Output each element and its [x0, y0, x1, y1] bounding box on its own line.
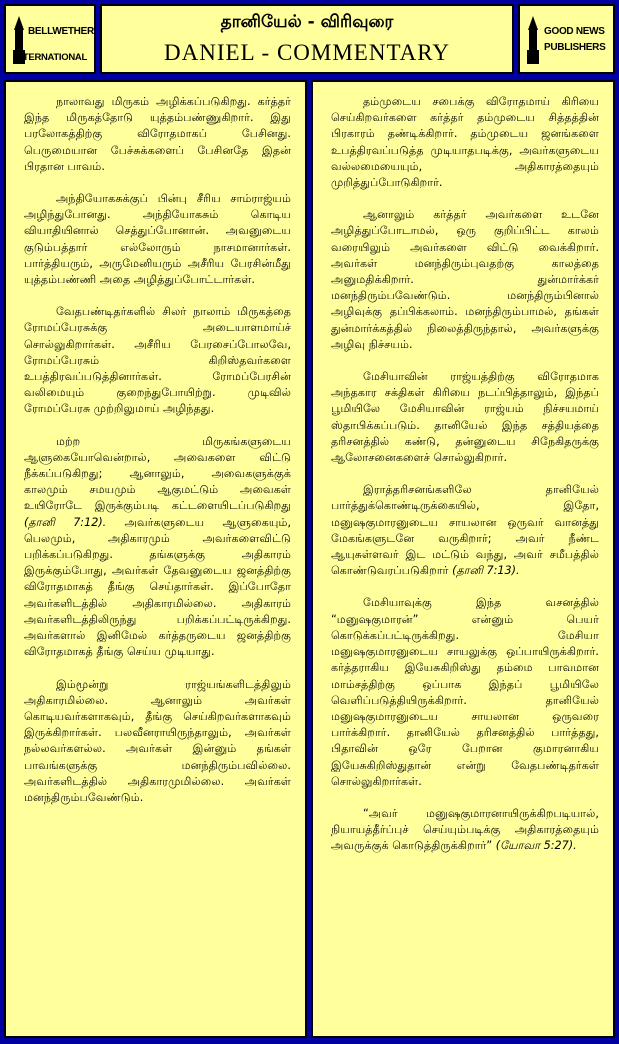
paragraph-text: அவர்களுடைய ஆளுகையும், பெலமும், அதிகாரமும் அவர்களைவிட்டு பறிக்கப்படுகிறது. தங்களுக்கு அதிகாரம் இருக்கும்போது, அவர்கள் தேவனுடைய ஜனத்திற்கு விரோதமாகத் தீங்கு செய்தார்கள். இப்போதோ அவர்களிடத்தில் அதிகாரமில்லை. அதிகாரம் அவர்களிடத்திலிருந்து பறிக்கப்பட்டிருக்கிறது. அவர்களால் இனிமேல் கர்த்தருடைய ஜனத்திற்கு விரோதமாகத் தீங்கு செய்ய முடியாது. [24, 515, 292, 659]
title-english: DANIEL - COMMENTARY [164, 40, 450, 65]
paragraph: நாலாவது மிருகம் அழிக்கப்படுகிறது. கர்த்தர் இந்த மிருகத்தோடு யுத்தம்பண்ணுகிறார். இது பரலோகத்திற்கு விரோதமாகப் பேசினது. பெருமையான பேச்சுக்களைப் பேசினதே இதன் பிரதான பாவம். [24, 95, 291, 173]
paragraph [331, 806, 599, 855]
scripture-reference: (தானி 7:13). [452, 564, 520, 578]
scripture-reference: (யோவா 5:27). [495, 839, 577, 853]
good-news-logo [518, 4, 615, 74]
left-column [4, 80, 307, 1038]
bell-tower-icon [526, 16, 540, 64]
paragraph-text: இராத்தரிசனங்களிலே தானியேல் பார்த்துக்கொண்டிருக்கையில், இதோ, மனுஷகுமாரனுடைய சாயலான ஒருவர் வானத்து மேகங்களுடனே வருகிறார்; அவர் நீண்ட ஆயுசுள்ளவர் இட மட்டும் வந்து, அவர் சமீபத்தில் கொண்டுவரப்படுகிறார் [331, 483, 599, 578]
title-tamil: தானியேல் - விரிவுரை [220, 12, 394, 32]
paragraph: மேசியாவின் ராஜ்யத்திற்கு விரோதமாக அந்தகார சக்திகள் கிரியை நடப்பித்தாலும், இந்தப் பூமியிலே மேசியாவின் ராஜ்யம் நிச்சயமாய் ஸ்தாபிக்கப்படும். தானியேல் இந்த சத்தியத்தை தரிசனத்தில் கண்டு, தன்னுடைய சிநேகிதருக்கு ஆலோசனைகளைச் சொல்லுகிறார். [331, 370, 599, 465]
paragraph: மேசியாவுக்கு இந்த வசனத்தில் “மனுஷகுமாரன்” என்னும் பெயர் கொடுக்கப்பட்டிருக்கிறது. மேசியா மனுஷகுமாரனுடைய சாயலுக்கு ஒப்பாயிருக்கிறார். கர்த்தராகிய இயேசுகிறிஸ்து தம்மை பாவமான மாம்சத்திற்கு ஒப்பாக இந்தப் பூமியிலே வெளிப்படுத்தியிருக்கிறார். தானியேல் மனுஷகுமாரனுடைய சாயலான ஒருவரை பார்க்கிறார். தானியேல் தரிசனத்தில் பார்த்தது, பிதாவின் ஒரே பேறான குமாரனாகிய இயேசுகிறிஸ்துதான் என்று வேதபண்டிதர்கள் சொல்லுகிறார்கள். [331, 596, 599, 788]
paragraph [24, 434, 291, 661]
paragraph: அந்தியோகசுக்குப் பின்பு சீரிய சாம்ராஜ்யம் அழிந்துபோனது. அந்தியோகசும் கொடிய வியாதியினால் செத்துப்போனான். அவனுடைய குடும்பத்தார் எல்லோரும் நாசமானார்கள். பார்த்தியரும், அருமேனியரும் அசீரிய பேரசின்மீது யுத்தம்பண்ணி அதை அழித்துப்போட்டார்கள். [24, 192, 291, 287]
scripture-reference: (தானி 7:12). [24, 515, 107, 529]
paragraph: தம்முடைய சபைக்கு விரோதமாய் கிரியை செய்கிறவர்களை கர்த்தர் தம்முடைய சித்தத்தின் பிரகாரம் தண்டிக்கிறார். தம்முடைய ஜனங்களை உபத்திரவப்படுத்த முடியாதபடிக்கு, அவர்களுடைய வல்லமையையும், அதிகாரத்தையும் முறித்துப்போடுகிறார். [331, 95, 599, 190]
right-column [311, 80, 615, 1038]
logo-right-line2: PUBLISHERS [544, 42, 606, 53]
logo-left-line1: BELLWETHER [28, 26, 94, 37]
paragraph: இம்மூன்று ராஜ்யங்களிடத்திலும் அதிகாரமில்லை. ஆனாலும் அவர்கள் கொடியவர்களாகவும், தீங்கு செய்கிறவர்களாகவும் இருக்கிறார்கள். பலவீனராயிருந்தாலும், அவர்கள் நல்லவர்களல்ல. அவர்கள் இன்னும் தங்கள் பாவங்களுக்கு மனந்திரும்பவில்லை. அவர்களிடத்தில் அதிகாரமுமில்லை. அவர்கள் மனந்திரும்பவேண்டும். [24, 677, 291, 804]
paragraph: வேதபண்டிதர்களில் சிலர் நாலாம் மிருகத்தை ரோமப்பேரசுக்கு அடையாளமாய்ச் சொல்லுகிறார்கள். அசீரிய பேரசைப்போலவே, ரோமப்பேரசும் கிறிஸ்தவர்களை உபத்திரவப்படுத்தினார்கள். ரோமப்பேரசின் வலிமையும் குறைந்துபோயிற்று. முடிவில் ரோமப்பேரசு முற்றிலுமாய் அழிந்தது. [24, 305, 291, 416]
paragraph-text: மற்ற மிருகங்களுடைய ஆளுகையோவென்றால், அவைகளை விட்டு நீக்கப்படுகிறது; ஆனாலும், அவைகளுக்குக் காலமும் சமயமும் ஆகுமட்டும் அவைகள் உயிரோடே இருக்கும்படி கட்டளையிடப்படுகிறது [24, 434, 291, 513]
page-header [100, 4, 514, 74]
logo-right-line1: GOOD NEWS [544, 26, 605, 37]
paragraph [331, 482, 599, 579]
bellwether-logo [4, 4, 96, 74]
paragraph: ஆனாலும் கர்த்தர் அவர்களை உடனே அழித்துப்போடாமல், ஒரு குறிப்பிட்ட காலம் வரையிலும் அவர்களை விட்டு வைக்கிறார். அவர்கள் மனந்திரும்புவதற்கு காலத்தை அனுமதிக்கிறார். துன்மார்க்கர் மனந்திரும்பவேண்டும். மனந்திரும்பினால் அழிவுக்கு தப்பிக்கலாம். மனந்திரும்பாமல், தங்கள் துன்மார்க்கத்தில் நிலைத்திருந்தால், அவர்களுக்கு அழிவு நிச்சயம். [331, 208, 599, 351]
logo-left-line2: INTERNATIONAL [14, 52, 87, 63]
paragraph-text: “அவர் மனுஷகுமாரனாயிருக்கிறபடியால், நியாயத்தீர்ப்புச் செய்யும்படிக்கு அதிகாரத்தையும் அவருக்குக் கொடுத்திருக்கிறார்” [331, 806, 599, 853]
